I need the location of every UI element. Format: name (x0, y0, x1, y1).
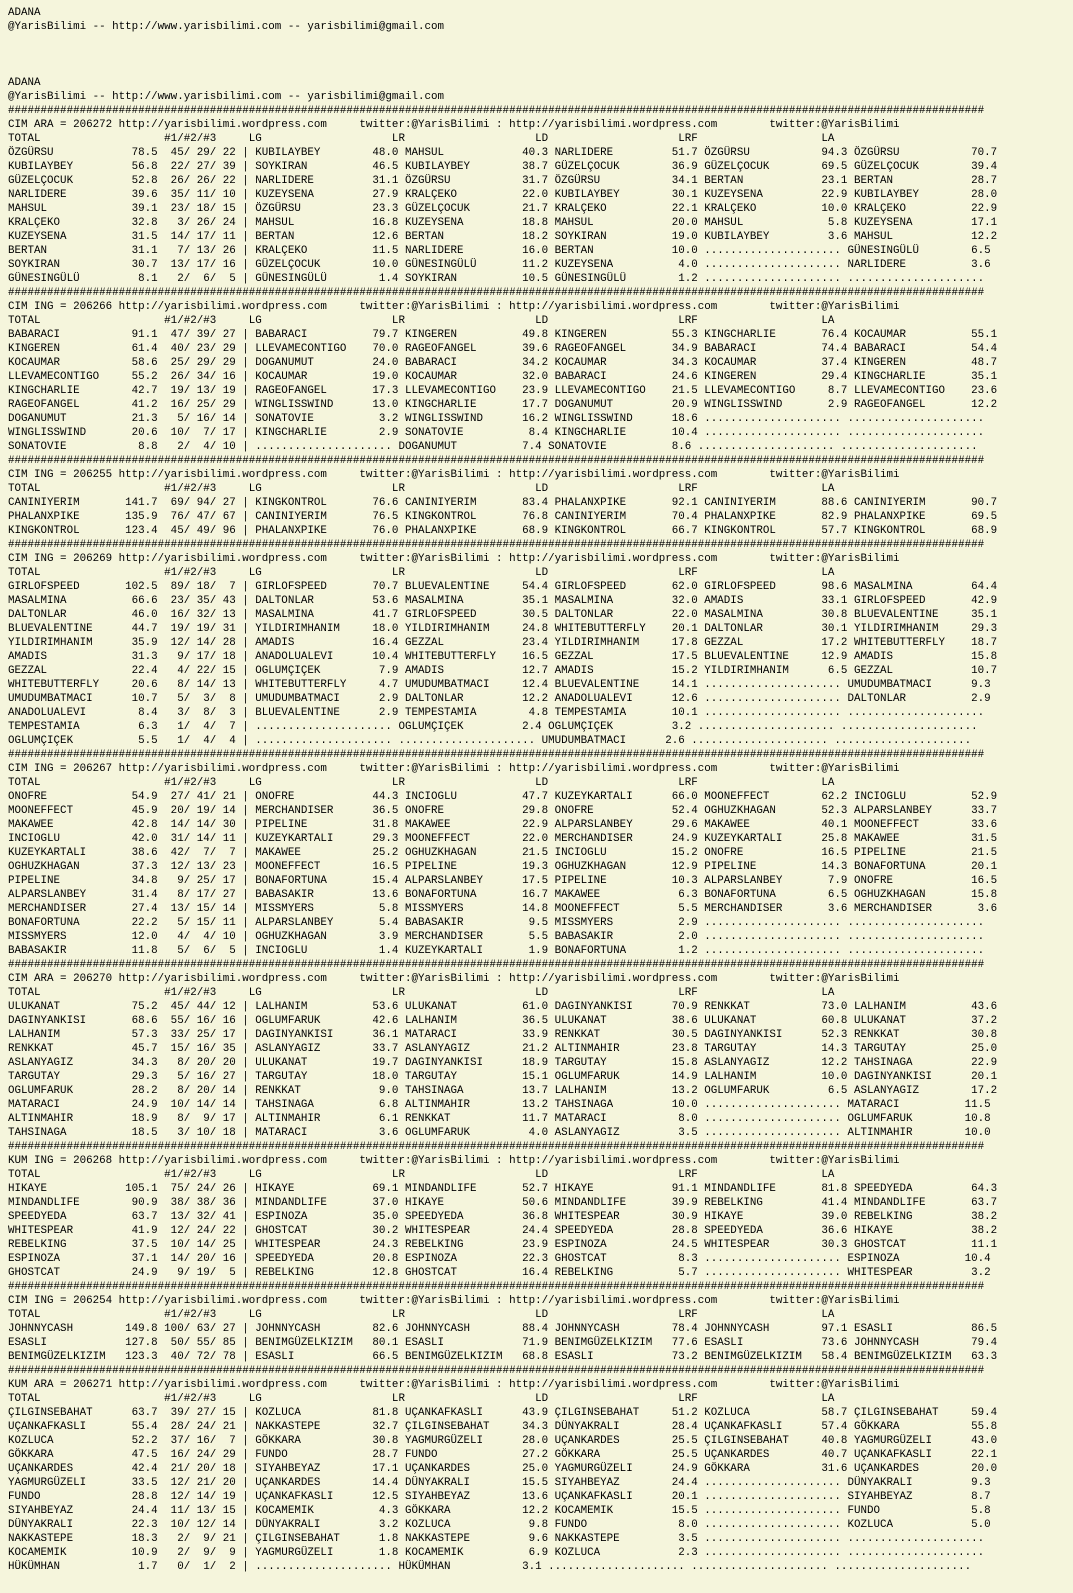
report-line: TOTAL #1/#2/#3 LG LR LD LRF LA (8, 483, 835, 495)
report-line: TOTAL #1/#2/#3 LG LR LD LRF LA (8, 567, 835, 579)
report-line: SPEEDYEDA 63.7 13/ 32/ 41 | ESPINOZA 35.0 SPEEDYEDA 36.8 WHITESPEAR 30.9 HIKAYE 39.0 REBELKING 38.2 (8, 1211, 998, 1223)
report-line: KUZEYKARTALI 38.6 42/ 7/ 7 | MAKAWEE 25.2 OGHUZKHAGAN 21.5 INCIOGLU 15.2 ONOFRE 16.5 PIPELINE 21.5 (8, 847, 998, 859)
report-line: TOTAL #1/#2/#3 LG LR LD LRF LA (8, 315, 835, 327)
report-line: ULUKANAT 75.2 45/ 44/ 12 | LALHANIM 53.6 ULUKANAT 61.0 DAGINYANKISI 70.9 RENKKAT 73.0 LALHANIM 43.6 (8, 1001, 998, 1013)
report-line: ###################################################################################################################################################### (8, 455, 985, 467)
report-line: KINGEREN 61.4 40/ 23/ 29 | LLEVAMECONTIGO 70.0 RAGEOFANGEL 39.6 RAGEOFANGEL 34.9 BABARACI 74.4 BABARACI 54.4 (8, 343, 998, 355)
report-line: @YarisBilimi -- http://www.yarisbilimi.com -- yarisbilimi@gmail.com (8, 91, 444, 103)
report-line: ALPARSLANBEY 31.4 8/ 17/ 27 | BABASAKIR 13.6 BONAFORTUNA 16.7 MAKAWEE 6.3 BONAFORTUNA 6.5 OGHUZKHAGAN 15.8 (8, 889, 998, 901)
report-line: TOTAL #1/#2/#3 LG LR LD LRF LA (8, 1393, 835, 1405)
report-line: KINGCHARLIE 42.7 19/ 13/ 19 | RAGEOFANGEL 17.3 LLEVAMECONTIGO 23.9 LLEVAMECONTIGO 21.5 LLEVAMECONTIGO 8.7 LLEVAMECONTIGO 23.6 (8, 385, 998, 397)
report-line: GHOSTCAT 24.9 9/ 19/ 5 | REBELKING 12.8 GHOSTCAT 16.4 REBELKING 5.7 ..................... WHITESPEAR 3.2 (8, 1267, 991, 1279)
report-line: KUM ARA = 206271 http://yarisbilimi.wordpress.com twitter:@YarisBilimi : http://yarisbilimi.wordpress.com twitter:@YarisBilimi (8, 1379, 900, 1391)
report-line: ESASLI 127.8 50/ 55/ 85 | BENIMGÜZELKIZIM 80.1 ESASLI 71.9 BENIMGÜZELKIZIM 77.6 ESASLI 73.6 JOHNNYCASH 79.4 (8, 1337, 998, 1349)
report-contact: @YarisBilimi -- http://www.yarisbilimi.com -- yarisbilimi@gmail.com (8, 21, 444, 33)
report-line: INCIOGLU 42.0 31/ 14/ 11 | KUZEYKARTALI 29.3 MOONEFFECT 22.0 MERCHANDISER 24.9 KUZEYKARTALI 25.8 MAKAWEE 31.5 (8, 833, 998, 845)
report-line: TOTAL #1/#2/#3 LG LR LD LRF LA (8, 987, 835, 999)
spacer (8, 48, 1065, 62)
report-line: UÇANKAFKASLI 55.4 28/ 24/ 21 | NAKKASTEPE 32.7 ÇILGINSEBAHAT 34.3 DÜNYAKRALI 28.4 UÇANKAFKASLI 57.4 GÖKKARA 55.8 (8, 1421, 998, 1433)
report-line: WHITEBUTTERFLY 20.6 8/ 14/ 13 | WHITEBUTTERFLY 4.7 UMUDUMBATMACI 12.4 BLUEVALENTINE 14.1 ..................... UMUDUMBATMACI 9.3 (8, 679, 991, 691)
report-line: MASALMINA 66.6 23/ 35/ 43 | DALTONLAR 53.6 MASALMINA 35.1 MASALMINA 32.0 AMADIS 33.1 GIRLOFSPEED 42.9 (8, 595, 998, 607)
report-line: HÜKÜMHAN 1.7 0/ 1/ 2 | ..................... HÜKÜMHAN 3.1 ..................... ..................... ..................... (8, 1561, 972, 1573)
report-line: KOCAMEMIK 10.9 2/ 9/ 9 | YAGMURGÜZELI 1.8 KOCAMEMIK 6.9 KOZLUCA 2.3 ..................... ..................... (8, 1547, 985, 1559)
report-line: CIM ING = 206267 http://yarisbilimi.wordpress.com twitter:@YarisBilimi : http://yarisbilimi.wordpress.com twitter:@YarisBilimi (8, 763, 900, 775)
report-line: DAGINYANKISI 68.6 55/ 16/ 16 | OGLUMFARUK 42.6 LALHANIM 36.5 ULUKANAT 38.6 ULUKANAT 60.8 ULUKANAT 37.2 (8, 1015, 998, 1027)
report-line: KINGKONTROL 123.4 45/ 49/ 96 | PHALANXPIKE 76.0 PHALANXPIKE 68.9 KINGKONTROL 66.7 KINGKONTROL 57.7 KINGKONTROL 68.9 (8, 525, 998, 537)
report-line: OGLUMÇIÇEK 5.5 1/ 4/ 4 | ..................... ..................... UMUDUMBATMACI 2.6 ..................... ..................... (8, 735, 972, 747)
report-line: GÜNESINGÜLÜ 8.1 2/ 6/ 5 | GÜNESINGÜLÜ 1.4 SOYKIRAN 10.5 GÜNESINGÜLÜ 1.2 ..................... ..................... (8, 273, 985, 285)
report-line: DOGANUMUT 21.3 5/ 16/ 14 | SONATOVIE 3.2 WINGLISSWIND 16.2 WINGLISSWIND 18.6 ..................... ..................... (8, 413, 985, 425)
report-line: SIYAHBEYAZ 24.4 11/ 13/ 15 | KOCAMEMIK 4.3 GÖKKARA 12.2 KOCAMEMIK 15.5 ..................... FUNDO 5.8 (8, 1505, 991, 1517)
report-line: ###################################################################################################################################################### (8, 1281, 985, 1293)
report-line: OGLUMFARUK 28.2 8/ 20/ 14 | RENKKAT 9.0 TAHSINAGA 13.7 LALHANIM 13.2 OGLUMFARUK 6.5 ASLANYAGIZ 17.2 (8, 1085, 998, 1097)
report-line: BONAFORTUNA 22.2 5/ 15/ 11 | ALPARSLANBEY 5.4 BABASAKIR 9.5 MISSMYERS 2.9 ..................... ..................... (8, 917, 985, 929)
report-line: LLEVAMECONTIGO 55.2 26/ 34/ 16 | KOCAUMAR 19.0 KOCAUMAR 32.0 BABARACI 24.6 KINGEREN 29.4 KINGCHARLIE 35.1 (8, 371, 998, 383)
report-line: HIKAYE 105.1 75/ 24/ 26 | HIKAYE 69.1 MINDANDLIFE 52.7 HIKAYE 91.1 MINDANDLIFE 81.8 SPEEDYEDA 64.3 (8, 1183, 998, 1195)
report-line: SONATOVIE 8.8 2/ 4/ 10 | ..................... DOGANUMUT 7.4 SONATOVIE 8.6 ..................... ..................... (8, 441, 978, 453)
report-line: DALTONLAR 46.0 16/ 32/ 13 | MASALMINA 41.7 GIRLOFSPEED 30.5 DALTONLAR 22.0 MASALMINA 30.8 BLUEVALENTINE 35.1 (8, 609, 998, 621)
report-line: BERTAN 31.1 7/ 13/ 26 | KRALÇEKO 11.5 NARLIDERE 16.0 BERTAN 10.0 ..................... GÜNESINGÜLÜ 6.5 (8, 245, 991, 257)
report-line: ###################################################################################################################################################### (8, 105, 985, 117)
report-line: MAKAWEE 42.8 14/ 14/ 30 | PIPELINE 31.8 MAKAWEE 22.9 ALPARSLANBEY 29.6 MAKAWEE 40.1 MOONEFFECT 33.6 (8, 819, 998, 831)
report-line: CANINIYERIM 141.7 69/ 94/ 27 | KINGKONTROL 76.6 CANINIYERIM 83.4 PHALANXPIKE 92.1 CANINIYERIM 88.6 CANINIYERIM 90.7 (8, 497, 998, 509)
report-line: YAGMURGÜZELI 33.5 12/ 21/ 20 | UÇANKARDES 14.4 DÜNYAKRALI 15.5 SIYAHBEYAZ 24.4 ..................... DÜNYAKRALI 9.3 (8, 1477, 991, 1489)
report-line: NARLIDERE 39.6 35/ 11/ 10 | KUZEYSENA 27.9 KRALÇEKO 22.0 KUBILAYBEY 30.1 KUZEYSENA 22.9 KUBILAYBEY 28.0 (8, 189, 998, 201)
report-line: MATARACI 24.9 10/ 14/ 14 | TAHSINAGA 6.8 ALTINMAHIR 13.2 TAHSINAGA 10.0 ..................... MATARACI 11.5 (8, 1099, 991, 1111)
report-line: CIM ING = 206254 http://yarisbilimi.wordpress.com twitter:@YarisBilimi : http://yarisbilimi.wordpress.com twitter:@YarisBilimi (8, 1295, 900, 1307)
report-line: BABARACI 91.1 47/ 39/ 27 | BABARACI 79.7 KINGEREN 49.8 KINGEREN 55.3 KINGCHARLIE 76.4 KOCAUMAR 55.1 (8, 329, 998, 341)
report-line: TOTAL #1/#2/#3 LG LR LD LRF LA (8, 1309, 835, 1321)
report-line: TAHSINAGA 18.5 3/ 10/ 18 | MATARACI 3.6 OGLUMFARUK 4.0 ASLANYAGIZ 3.5 ..................... ALTINMAHIR 10.0 (8, 1127, 991, 1139)
spacer (8, 62, 1065, 76)
report-line: ESPINOZA 37.1 14/ 20/ 16 | SPEEDYEDA 20.8 ESPINOZA 22.3 GHOSTCAT 8.3 ..................... ESPINOZA 10.4 (8, 1253, 991, 1265)
report-line: TEMPESTAMIA 6.3 1/ 4/ 7 | ..................... OGLUMÇIÇEK 2.4 OGLUMÇIÇEK 3.2 ..................... ..................... (8, 721, 978, 733)
report-line: GÖKKARA 47.5 16/ 24/ 29 | FUNDO 28.7 FUNDO 27.2 GÖKKARA 25.5 UÇANKARDES 40.7 UÇANKAFKASLI 22.1 (8, 1449, 998, 1461)
report-line: WHITESPEAR 41.9 12/ 24/ 22 | GHOSTCAT 30.2 WHITESPEAR 24.4 SPEEDYEDA 28.8 SPEEDYEDA 36.6 HIKAYE 38.2 (8, 1225, 998, 1237)
report-line: JOHNNYCASH 149.8 100/ 63/ 27 | JOHNNYCASH 82.6 JOHNNYCASH 88.4 JOHNNYCASH 78.4 JOHNNYCASH 97.1 ESASLI 86.5 (8, 1323, 998, 1335)
report-line: TOTAL #1/#2/#3 LG LR LD LRF LA (8, 133, 835, 145)
report-line: GIRLOFSPEED 102.5 89/ 18/ 7 | GIRLOFSPEED 70.7 BLUEVALENTINE 54.4 GIRLOFSPEED 62.0 GIRLOFSPEED 98.6 MASALMINA 64.4 (8, 581, 998, 593)
report-line: AMADIS 31.3 9/ 17/ 18 | ANADOLUALEVI 10.4 WHITEBUTTERFLY 16.5 GEZZAL 17.5 BLUEVALENTINE 12.9 AMADIS 15.8 (8, 651, 998, 663)
report-line: TOTAL #1/#2/#3 LG LR LD LRF LA (8, 1169, 835, 1181)
report-line: KOCAUMAR 58.6 25/ 29/ 29 | DOGANUMUT 24.0 BABARACI 34.2 KOCAUMAR 34.3 KOCAUMAR 37.4 KINGEREN 48.7 (8, 357, 998, 369)
report-line: ###################################################################################################################################################### (8, 287, 985, 299)
report-line: MERCHANDISER 27.4 13/ 15/ 14 | MISSMYERS 5.8 MISSMYERS 14.8 MOONEFFECT 5.5 MERCHANDISER 3.6 MERCHANDISER 3.6 (8, 903, 998, 915)
report-line: ALTINMAHIR 18.9 8/ 9/ 17 | ALTINMAHIR 6.1 RENKKAT 11.7 MATARACI 8.0 ..................... OGLUMFARUK 10.8 (8, 1113, 991, 1125)
report-line: ÖZGÜRSU 78.5 45/ 29/ 22 | KUBILAYBEY 48.0 MAHSUL 40.3 NARLIDERE 51.7 ÖZGÜRSU 94.3 ÖZGÜRSU 70.7 (8, 147, 998, 159)
report-line: TOTAL #1/#2/#3 LG LR LD LRF LA (8, 777, 835, 789)
report-line: DÜNYAKRALI 22.3 10/ 12/ 14 | DÜNYAKRALI 3.2 KOZLUCA 9.8 FUNDO 8.0 ..................... KOZLUCA 5.0 (8, 1519, 991, 1531)
report-line: PHALANXPIKE 135.9 76/ 47/ 67 | CANINIYERIM 76.5 KINGKONTROL 76.8 CANINIYERIM 70.4 PHALANXPIKE 82.9 PHALANXPIKE 69.5 (8, 511, 998, 523)
report-title: ADANA (8, 7, 41, 19)
report-line: MISSMYERS 12.0 4/ 4/ 10 | OGHUZKHAGAN 3.9 MERCHANDISER 5.5 BABASAKIR 2.0 ..................... ..................... (8, 931, 985, 943)
report-line: TARGUTAY 29.3 5/ 16/ 27 | TARGUTAY 18.0 TARGUTAY 15.1 OGLUMFARUK 14.9 LALHANIM 10.0 DAGINYANKISI 20.1 (8, 1071, 998, 1083)
report-line: ###################################################################################################################################################### (8, 749, 985, 761)
report-line: RENKKAT 45.7 15/ 16/ 35 | ASLANYAGIZ 33.7 ASLANYAGIZ 21.2 ALTINMAHIR 23.8 TARGUTAY 14.3 TARGUTAY 25.0 (8, 1043, 998, 1055)
report-line: CIM ING = 206269 http://yarisbilimi.wordpress.com twitter:@YarisBilimi : http://yarisbilimi.wordpress.com twitter:@YarisBilimi (8, 553, 900, 565)
report-line: GÜZELÇOCUK 52.8 26/ 26/ 22 | NARLIDERE 31.1 ÖZGÜRSU 31.7 ÖZGÜRSU 34.1 BERTAN 23.1 BERTAN 28.7 (8, 175, 998, 187)
report-line: BABASAKIR 11.8 5/ 6/ 5 | INCIOGLU 1.4 KUZEYKARTALI 1.9 BONAFORTUNA 1.2 ..................... ..................... (8, 945, 985, 957)
report-line: CIM ARA = 206272 http://yarisbilimi.wordpress.com twitter:@YarisBilimi : http://yarisbilimi.wordpress.com twitter:@YarisBilimi (8, 119, 900, 131)
report-line: CIM ING = 206255 http://yarisbilimi.wordpress.com twitter:@YarisBilimi : http://yarisbilimi.wordpress.com twitter:@YarisBilimi (8, 469, 900, 481)
report-line: MOONEFFECT 45.9 20/ 19/ 14 | MERCHANDISER 36.5 ONOFRE 29.8 ONOFRE 52.4 OGHUZKHAGAN 52.3 ALPARSLANBEY 33.7 (8, 805, 998, 817)
report-line: ONOFRE 54.9 27/ 41/ 21 | ONOFRE 44.3 INCIOGLU 47.7 KUZEYKARTALI 66.0 MOONEFFECT 62.2 INCIOGLU 52.9 (8, 791, 998, 803)
report-line: KUBILAYBEY 56.8 22/ 27/ 39 | SOYKIRAN 46.5 KUBILAYBEY 38.7 GÜZELÇOCUK 36.9 GÜZELÇOCUK 69.5 GÜZELÇOCUK 39.4 (8, 161, 998, 173)
report-line: ASLANYAGIZ 34.3 8/ 20/ 20 | ULUKANAT 19.7 DAGINYANKISI 18.9 TARGUTAY 15.8 ASLANYAGIZ 12.2 TAHSINAGA 22.9 (8, 1057, 998, 1069)
report-line: PIPELINE 34.8 9/ 25/ 17 | BONAFORTUNA 15.4 ALPARSLANBEY 17.5 PIPELINE 10.3 ALPARSLANBEY 7.9 ONOFRE 16.5 (8, 875, 998, 887)
report-line: RAGEOFANGEL 41.2 16/ 25/ 29 | WINGLISSWIND 13.0 KINGCHARLIE 17.7 DOGANUMUT 20.9 WINGLISSWIND 2.9 RAGEOFANGEL 12.2 (8, 399, 998, 411)
report-line: ADANA (8, 77, 41, 89)
report-line: REBELKING 37.5 10/ 14/ 25 | WHITESPEAR 24.3 REBELKING 23.9 ESPINOZA 24.5 WHITESPEAR 30.3 GHOSTCAT 11.1 (8, 1239, 998, 1251)
report-line: ###################################################################################################################################################### (8, 1141, 985, 1153)
report-body (8, 76, 1065, 1574)
report-line: CIM ARA = 206270 http://yarisbilimi.wordpress.com twitter:@YarisBilimi : http://yarisbilimi.wordpress.com twitter:@YarisBilimi (8, 973, 900, 985)
report-line: UMUDUMBATMACI 10.7 5/ 3/ 8 | UMUDUMBATMACI 2.9 DALTONLAR 12.2 ANADOLUALEVI 12.6 ..................... DALTONLAR 2.9 (8, 693, 991, 705)
report-line: KRALÇEKO 32.8 3/ 26/ 24 | MAHSUL 16.8 KUZEYSENA 18.8 MAHSUL 20.0 MAHSUL 5.8 KUZEYSENA 17.1 (8, 217, 998, 229)
report-line: WINGLISSWIND 20.6 10/ 7/ 17 | KINGCHARLIE 2.9 SONATOVIE 8.4 KINGCHARLIE 10.4 ..................... ..................... (8, 427, 985, 439)
report-line: LALHANIM 57.3 33/ 25/ 17 | DAGINYANKISI 36.1 MATARACI 33.9 RENKKAT 30.5 DAGINYANKISI 52.3 RENKKAT 30.8 (8, 1029, 998, 1041)
report-line: FUNDO 28.8 12/ 14/ 19 | UÇANKAFKASLI 12.5 SIYAHBEYAZ 13.6 UÇANKAFKASLI 20.1 ..................... SIYAHBEYAZ 8.7 (8, 1491, 991, 1503)
report-line: UÇANKARDES 42.4 21/ 20/ 18 | SIYAHBEYAZ 17.1 UÇANKARDES 25.0 YAGMURGÜZELI 24.9 GÖKKARA 31.6 UÇANKARDES 20.0 (8, 1463, 998, 1475)
report-line: ###################################################################################################################################################### (8, 1365, 985, 1377)
report-line: MINDANDLIFE 90.9 38/ 38/ 36 | MINDANDLIFE 37.0 HIKAYE 50.6 MINDANDLIFE 39.9 REBELKING 41.4 MINDANDLIFE 63.7 (8, 1197, 998, 1209)
report-line: ANADOLUALEVI 8.4 3/ 8/ 3 | BLUEVALENTINE 2.9 TEMPESTAMIA 4.8 TEMPESTAMIA 10.1 ..................... ..................... (8, 707, 985, 719)
report-line: YILDIRIMHANIM 35.9 12/ 14/ 28 | AMADIS 16.4 GEZZAL 23.4 YILDIRIMHANIM 17.8 GEZZAL 17.2 WHITEBUTTERFLY 18.7 (8, 637, 998, 649)
report-line: KUM ING = 206268 http://yarisbilimi.wordpress.com twitter:@YarisBilimi : http://yarisbilimi.wordpress.com twitter:@YarisBilimi (8, 1155, 900, 1167)
report-line: BLUEVALENTINE 44.7 19/ 19/ 31 | YILDIRIMHANIM 18.0 YILDIRIMHANIM 24.8 WHITEBUTTERFLY 20.1 DALTONLAR 30.1 YILDIRIMHANIM 29.3 (8, 623, 998, 635)
report-line: OGHUZKHAGAN 37.3 12/ 13/ 23 | MOONEFFECT 16.5 PIPELINE 19.3 OGHUZKHAGAN 12.9 PIPELINE 14.3 BONAFORTUNA 20.1 (8, 861, 998, 873)
report-line: BENIMGÜZELKIZIM 123.3 40/ 72/ 78 | ESASLI 66.5 BENIMGÜZELKIZIM 68.8 ESASLI 73.2 BENIMGÜZELKIZIM 58.4 BENIMGÜZELKIZIM 63.3 (8, 1351, 998, 1363)
report-line: CIM ING = 206266 http://yarisbilimi.wordpress.com twitter:@YarisBilimi : http://yarisbilimi.wordpress.com twitter:@YarisBilimi (8, 301, 900, 313)
report-line: GEZZAL 22.4 4/ 22/ 15 | OGLUMÇIÇEK 7.9 AMADIS 12.7 AMADIS 15.2 YILDIRIMHANIM 6.5 GEZZAL 10.7 (8, 665, 998, 677)
report-line: KUZEYSENA 31.5 14/ 17/ 11 | BERTAN 12.6 BERTAN 18.2 SOYKIRAN 19.0 KUBILAYBEY 3.6 MAHSUL 12.2 (8, 231, 998, 243)
report-line: ÇILGINSEBAHAT 63.7 39/ 27/ 15 | KOZLUCA 81.8 UÇANKAFKASLI 43.9 ÇILGINSEBAHAT 51.2 KOZLUCA 58.7 ÇILGINSEBAHAT 59.4 (8, 1407, 998, 1419)
report-line: MAHSUL 39.1 23/ 18/ 15 | ÖZGÜRSU 23.3 GÜZELÇOCUK 21.7 KRALÇEKO 22.1 KRALÇEKO 10.0 KRALÇEKO 22.9 (8, 203, 998, 215)
report-line: ###################################################################################################################################################### (8, 959, 985, 971)
report-line: KOZLUCA 52.2 37/ 16/ 7 | GÖKKARA 30.8 YAGMURGÜZELI 28.0 UÇANKARDES 25.5 ÇILGINSEBAHAT 40.8 YAGMURGÜZELI 43.0 (8, 1435, 998, 1447)
report-line: SOYKIRAN 30.7 13/ 17/ 16 | GÜZELÇOCUK 10.0 GÜNESINGÜLÜ 11.2 KUZEYSENA 4.0 ..................... NARLIDERE 3.6 (8, 259, 991, 271)
report-line: ###################################################################################################################################################### (8, 539, 985, 551)
report-line: NAKKASTEPE 18.3 2/ 9/ 21 | ÇILGINSEBAHAT 1.8 NAKKASTEPE 9.6 NAKKASTEPE 3.5 ..................... ..................... (8, 1533, 985, 1545)
spacer (8, 34, 1065, 48)
